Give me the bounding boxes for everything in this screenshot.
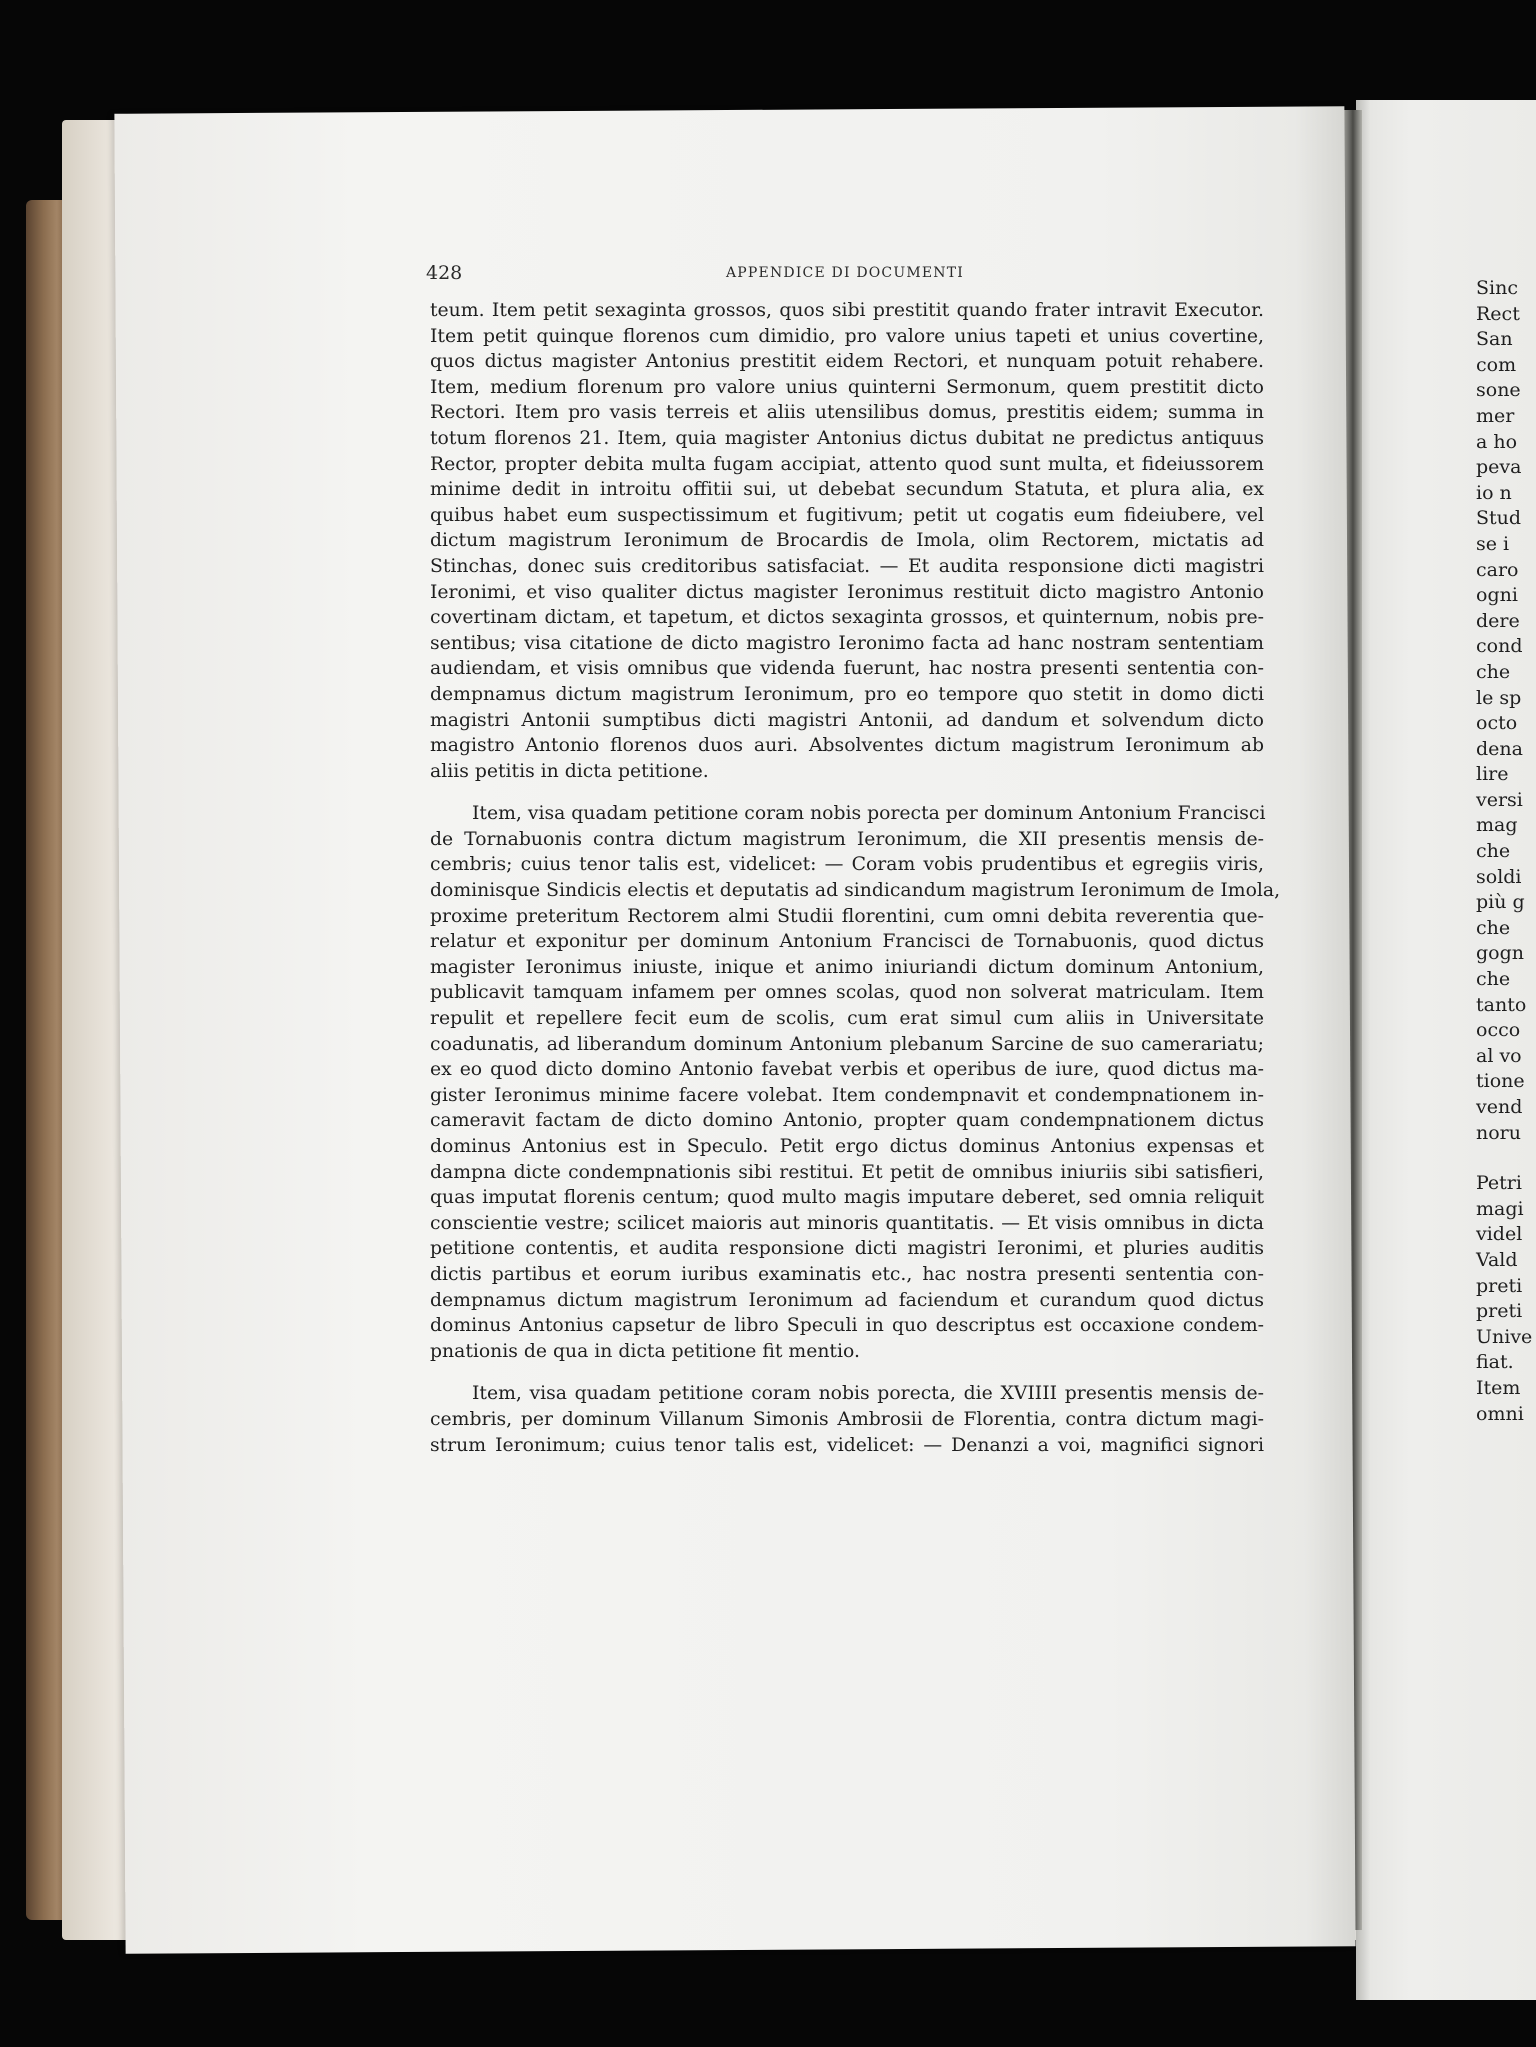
facing-page-line: peva <box>1476 456 1522 479</box>
text-line: quibus habet eum suspectissimum et fugitivum; petit ut cogatis eum fideiubere, vel <box>430 504 1264 526</box>
text-line: Ieronimi, et viso qualiter dictus magister Ieronimus restituit dicto magistro Antonio <box>430 581 1264 603</box>
paragraph-gap <box>1476 1146 1536 1171</box>
facing-page-line: octo <box>1476 712 1518 735</box>
facing-page-line: vend <box>1476 1096 1523 1118</box>
facing-page-text <box>1476 276 1536 1427</box>
text-line: repulit et repellere fecit eum de scolis, cum erat simul cum aliis in Universitate <box>430 1008 1264 1030</box>
paragraph <box>430 298 1264 784</box>
paragraph-gap <box>430 784 1264 801</box>
facing-page-line: dena <box>1476 737 1523 760</box>
facing-page-line: versi <box>1476 788 1523 811</box>
text-line: dominisque Sindicis electis et deputatis ad sindicandum magistrum Ieronimum de Imola, <box>430 880 1281 902</box>
facing-page-line: sone <box>1476 379 1521 402</box>
text-line: dominus Antonius est in Speculo. Petit ergo dictus dominus Antonius expensas et <box>430 1136 1264 1157</box>
text-line: aliis petitis in dicta petitione. <box>430 760 709 782</box>
facing-page-line: io n <box>1476 481 1512 504</box>
facing-page-line: che <box>1476 660 1511 683</box>
text-line: Item, visa quadam petitione coram nobis porecta per dominum Antonium Francisci <box>472 803 1266 825</box>
facing-page-line: videl <box>1476 1223 1523 1246</box>
text-line: covertinam dictam, et tapetum, et dictos sexaginta grossos, et quinternum, nobis pre- <box>430 607 1264 629</box>
text-line: Rector, propter debita multa fugam accipiat, attento quod sunt multa, et fideiussorem <box>430 453 1264 475</box>
page-header <box>426 262 1264 288</box>
facing-page-line: al vo <box>1476 1044 1522 1067</box>
text-line: Rectori. Item pro vasis terreis et aliis utensilibus domus, prestitis eidem; summa in <box>430 402 1264 424</box>
text-line: magister Ieronimus iniuste, inique et animo iniuriandi dictum dominum Antonium, <box>430 956 1264 978</box>
text-line: quas imputat florenis centum; quod multo magis imputare deberet, sed omnia reliquit <box>430 1187 1264 1209</box>
text-line: strum Ieronimum; cuius tenor talis est, videlicet: — Denanzi a voi, magnifici signori <box>430 1434 1264 1456</box>
text-line: relatur et exponitur per dominum Antonium Francisci de Tornabuonis, quod dictus <box>430 931 1264 953</box>
facing-page-line: caro <box>1476 558 1519 581</box>
text-line: quos dictus magister Antonius prestitit eidem Rectori, et nunquam potuit rehabere. <box>430 351 1264 373</box>
text-line: ex eo quod dicto domino Antonio favebat verbis et operibus de iure, quod dictus ma- <box>430 1059 1264 1081</box>
page-number: 428 <box>426 262 463 284</box>
text-line: dictum magistrum Ieronimum de Brocardis de Imola, olim Rectorem, mictatis ad <box>430 530 1264 552</box>
text-line: minime dedit in introitu offitii sui, ut debebat secundum Statuta, et plura alia, ex <box>430 479 1264 501</box>
text-line: pnationis de qua in dicta petitione fit mentio. <box>430 1340 860 1362</box>
text-line: proxime preteritum Rectorem almi Studii florentini, cum omni debita reverentia que- <box>430 905 1264 927</box>
text-line: dictis partibus et eorum iuribus examinatis etc., hac nostra presenti sententia con- <box>430 1263 1264 1285</box>
text-line: dempnamus dictum magistrum Ieronimum ad faciendum et curandum quod dictus <box>430 1289 1264 1311</box>
text-line: petitione contentis, et audita responsione dicti magistri Ieronimi, et pluries auditis <box>430 1238 1264 1260</box>
facing-page-line: più g <box>1476 891 1525 914</box>
facing-page-line: occo <box>1476 1019 1521 1042</box>
facing-page-line: mag <box>1476 814 1518 837</box>
facing-page-line: preti <box>1476 1300 1523 1323</box>
facing-page-line: noru <box>1476 1121 1521 1144</box>
paragraph <box>430 801 1281 1364</box>
facing-page-line: lire <box>1476 763 1509 786</box>
text-line: dempnamus dictum magistrum Ieronimum, pro eo tempore quo stetit in domo dicti <box>430 683 1264 705</box>
facing-page-line: Petri <box>1476 1172 1522 1195</box>
running-title: APPENDICE DI DOCUMENTI <box>725 265 965 281</box>
text-line: dampna dicte condempnationis sibi restitui. Et petit de omnibus iniuriis sibi satisfieri, <box>430 1161 1264 1183</box>
facing-page-line: a ho <box>1476 430 1518 453</box>
facing-page-line: Stud <box>1476 507 1522 530</box>
text-line: totum florenos 21. Item, quia magister Antonius dictus dubitat ne predictus antiquus <box>430 427 1264 449</box>
facing-page-line: ogni <box>1476 584 1518 607</box>
facing-page-line: che <box>1476 916 1511 939</box>
text-line: sentibus; visa citatione de dicto magistro Ieronimo facta ad hanc nostram sententiam <box>430 632 1264 654</box>
facing-page-line: cond <box>1476 635 1523 658</box>
facing-page-line: Sinc <box>1476 277 1518 299</box>
facing-page-line: omni <box>1476 1402 1524 1425</box>
facing-page-line: mer <box>1476 404 1515 427</box>
text-line: Item, visa quadam petitione coram nobis porecta, die XVIIII presentis mensis de- <box>472 1383 1264 1405</box>
facing-page-line: soldi <box>1476 865 1522 888</box>
facing-page-line: fiat. <box>1476 1351 1514 1374</box>
text-line: Stinchas, donec suis creditoribus satisfaciat. — Et audita responsione dicti magistri <box>430 555 1264 577</box>
paragraph <box>430 1381 1264 1458</box>
text-line: teum. Item petit sexaginta grossos, quos sibi prestitit quando frater intravit Executor. <box>430 300 1264 321</box>
text-line: de Tornabuonis contra dictum magistrum Ieronimum, die XII presentis mensis de- <box>430 828 1264 850</box>
facing-page-line: tanto <box>1476 993 1527 1016</box>
text-line: publicavit tamquam infamem per omnes scolas, quod non solverat matriculam. Item <box>430 982 1264 1004</box>
text-line: Item, medium florenum pro valore unius quinterni Sermonum, quem prestitit dicto <box>430 376 1264 398</box>
text-line: cembris; cuius tenor talis est, videlicet: — Coram vobis prudentibus et egregiis viris, <box>430 854 1264 876</box>
text-line: magistro Antonio florenos duos auri. Absolventes dictum magistrum Ieronimum ab <box>430 735 1264 757</box>
facing-page-line: che <box>1476 968 1511 991</box>
facing-page-line: le sp <box>1476 686 1522 709</box>
text-line: cembris, per dominum Villanum Simonis Ambrosii de Florentia, contra dictum magi- <box>430 1408 1264 1430</box>
text-line: audiendam, et visis omnibus que videnda fuerunt, hac nostra presenti sententia con- <box>430 658 1264 680</box>
facing-page-line: che <box>1476 840 1511 863</box>
facing-page-line: Unive <box>1476 1325 1533 1348</box>
text-line: dominus Antonius capsetur de libro Speculi in quo descriptus est occaxione condem- <box>430 1315 1264 1337</box>
text-line: cameravit factam de dicto domino Antonio, propter quam condempnationem dictus <box>430 1110 1264 1132</box>
facing-page-line: Rect <box>1476 302 1520 325</box>
facing-page-line: gogn <box>1476 942 1525 965</box>
text-line: Item petit quinque florenos cum dimidio, pro valore unius tapeti et unius covertine, <box>430 325 1264 347</box>
facing-page-line: se i <box>1476 532 1510 555</box>
text-line: conscientie vestre; scilicet maioris aut minoris quantitatis. — Et visis omnibus in dicta <box>430 1212 1264 1234</box>
paragraph-gap <box>430 1364 1264 1381</box>
facing-page-line: dere <box>1476 609 1520 632</box>
facing-page-line: Vald <box>1476 1248 1518 1271</box>
facing-page-line: San <box>1476 328 1513 351</box>
facing-page-line: Item <box>1476 1376 1521 1399</box>
main-text-body <box>430 298 1281 1458</box>
facing-page-line: magi <box>1476 1197 1524 1220</box>
facing-page-line: preti <box>1476 1274 1523 1297</box>
text-line: magistri Antonii sumptibus dicti magistri Antonii, ad dandum et solvendum dicto <box>430 709 1264 731</box>
text-line: gister Ieronimus minime facere volebat. Item condempnavit et condempnationem in- <box>430 1084 1264 1106</box>
facing-page-line: tione <box>1476 1070 1525 1093</box>
facing-page-line: com <box>1476 353 1517 376</box>
text-line: coadunatis, ad liberandum dominum Antonium plebanum Sarcine de suo camerariatu; <box>430 1033 1264 1055</box>
